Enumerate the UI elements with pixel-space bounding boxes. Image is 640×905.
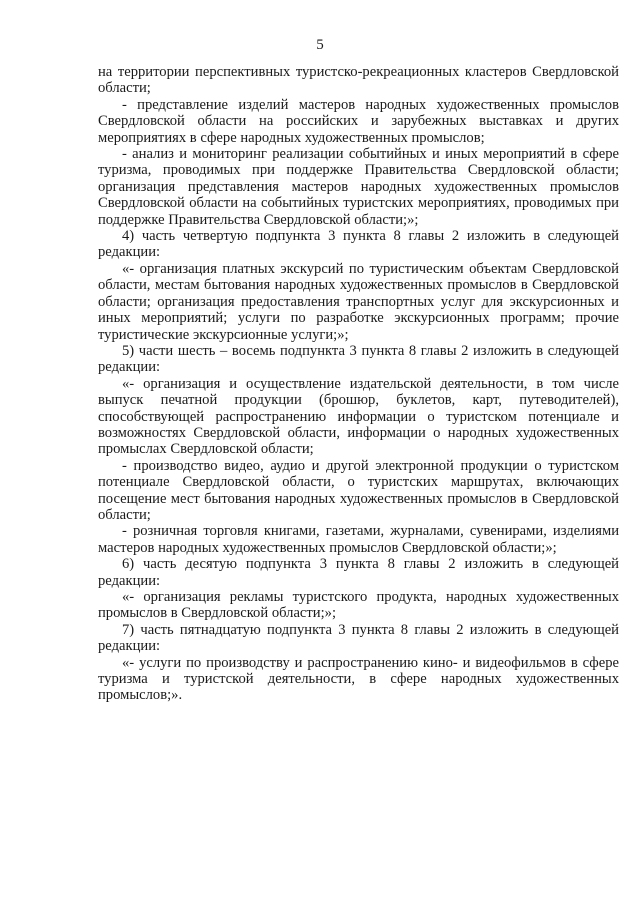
paragraph: «- услуги по производству и распространению кино- и видеофильмов в сфере туризма и туристской деятельности, в сфере народных художественных промыслов;». [98, 654, 619, 704]
page-number: 5 [316, 37, 324, 53]
paragraph: 6) часть десятую подпункта 3 пункта 8 главы 2 изложить в следующей редакции: [98, 556, 619, 589]
paragraph: 4) часть четвертую подпункта 3 пункта 8 главы 2 изложить в следующей редакции: [98, 228, 619, 261]
paragraph: «- организация и осуществление издательской деятельности, в том числе выпуск печатной продукции (брошюр, буклетов, карт, путеводителей), способствующей распространению информации о туристском потенциале и возможностях Свердловской области, информации о народных художественных промыслах Свердловской области; [98, 375, 619, 458]
paragraph: 5) части шесть – восемь подпункта 3 пункта 8 главы 2 изложить в следующей редакции: [98, 342, 619, 376]
paragraph: на территории перспективных туристско-рекреационных кластеров Свердловской области; [98, 64, 619, 97]
paragraph: «- организация платных экскурсий по туристическим объектам Свердловской области, местам бытования народных художественных промыслов в Свердловской области; организация предоставления транспортных услуг для экскурсионных и иных мероприятий; услуги по разработке экскурсионных программ; прочие туристические экскурсионные услуги;»; [98, 260, 619, 343]
paragraph: - представление изделий мастеров народных художественных промыслов Свердловской области на российских и зарубежных выставках и других мероприятиях в сфере народных художественных промыслов; [98, 96, 619, 146]
paragraph: - производство видео, аудио и другой электронной продукции о туристском потенциале Свердловской области, о туристских маршрутах, включающих посещение мест бытования народных художественных промыслов в Свердловской области; [98, 457, 619, 523]
paragraph: 7) часть пятнадцатую подпункта 3 пункта 8 главы 2 изложить в следующей редакции: [98, 621, 619, 655]
document-body [98, 64, 619, 704]
paragraph: «- организация рекламы туристского продукта, народных художественных промыслов в Свердловской области;»; [98, 589, 619, 622]
paragraph: - анализ и мониторинг реализации событийных и иных мероприятий в сфере туризма, проводимых при поддержке Правительства Свердловской области; организация представления мастеров народных художественных промыслов Свердловской области на событийных туристских мероприятиях, проводимых при поддержке Правительства Свердловской области;»; [98, 146, 619, 228]
paragraph: - розничная торговля книгами, газетами, журналами, сувенирами, изделиями мастеров народных художественных промыслов Свердловской области;»; [98, 523, 619, 556]
